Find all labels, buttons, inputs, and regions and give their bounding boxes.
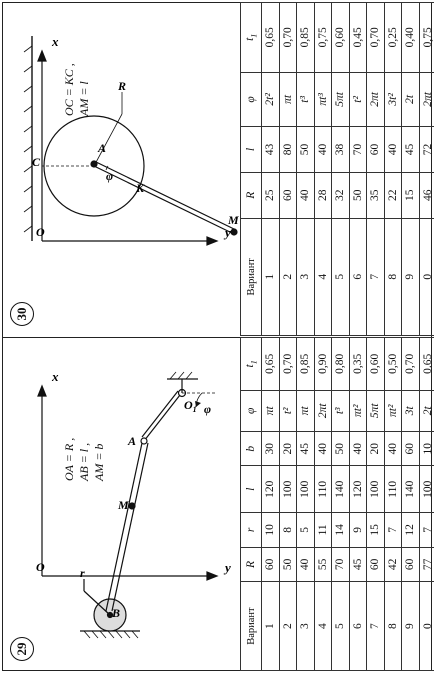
- table-cell: 72: [419, 127, 434, 173]
- rod-ab-2: [106, 443, 142, 611]
- table-cell: 38: [332, 127, 350, 173]
- table-cell: 5πt: [332, 72, 350, 127]
- table-cell: 50: [279, 547, 297, 582]
- condition-line: OC = KC ,: [62, 63, 76, 116]
- condition-line: AM = l: [77, 81, 91, 116]
- table-row: [262, 3, 280, 336]
- table-row: [384, 338, 402, 671]
- joint-a: [141, 438, 147, 444]
- table-cell: 60: [402, 431, 420, 466]
- table-header-cell: l: [241, 127, 262, 173]
- table-cell: 100: [419, 466, 434, 513]
- table-row: [349, 338, 367, 671]
- x-axis-arrow: [38, 386, 46, 396]
- table-cell: 0,60: [367, 338, 385, 391]
- rod-am-2: [94, 161, 234, 229]
- table-cell: 40: [384, 127, 402, 173]
- table-row: [367, 338, 385, 671]
- table-header-cell: R: [241, 547, 262, 582]
- table-cell: 0: [419, 218, 434, 335]
- table-cell: 40: [349, 431, 367, 466]
- label-o: O: [36, 225, 45, 239]
- table-cell: 4: [314, 582, 332, 671]
- table-cell: 0,70: [279, 338, 297, 391]
- table-row: [384, 3, 402, 336]
- table-cell: 70: [349, 127, 367, 173]
- table-row: [332, 3, 350, 336]
- table-cell: 5: [332, 218, 350, 335]
- table-row: [314, 3, 332, 336]
- table-cell: 45: [349, 547, 367, 582]
- table-cell: 140: [402, 466, 420, 513]
- label-x: x: [52, 34, 59, 49]
- table-cell: 10: [419, 431, 434, 466]
- table-header-cell: $t_1$: [241, 338, 262, 391]
- condition-line: OA = R ,: [62, 437, 76, 481]
- table-row: [332, 338, 350, 671]
- table-cell: 60: [402, 547, 420, 582]
- table-cell: 0,75: [419, 3, 434, 73]
- table-cell: 42: [384, 547, 402, 582]
- table-cell: 60: [367, 127, 385, 173]
- table-cell: 0,85: [297, 338, 315, 391]
- label-o1: [184, 398, 197, 414]
- point-a: [91, 161, 97, 167]
- problem-number-badge: 29: [10, 637, 34, 661]
- table-header-cell: $t_1$: [241, 3, 262, 73]
- table-header-row: [241, 338, 262, 671]
- problem-number-badge: 30: [10, 302, 34, 326]
- table-cell: 4: [314, 218, 332, 335]
- table-header-cell: φ: [241, 72, 262, 127]
- table-cell: 45: [297, 431, 315, 466]
- table-header-cell: R: [241, 172, 262, 218]
- table-cell: 2: [279, 218, 297, 335]
- table-header-cell: φ: [241, 390, 262, 431]
- table-cell: 45: [402, 127, 420, 173]
- condition-line: AM = b: [92, 443, 106, 481]
- conditions-30: [62, 63, 92, 116]
- table-cell: 9: [402, 218, 420, 335]
- label-m: M: [228, 213, 239, 227]
- table-cell: 0,35: [349, 338, 367, 391]
- table-cell: 0,70: [402, 338, 420, 391]
- label-phi: φ: [204, 402, 212, 416]
- table-cell: 40: [314, 431, 332, 466]
- label-c: C: [32, 155, 41, 169]
- table-cell: 7: [367, 582, 385, 671]
- table-cell: 0,90: [314, 338, 332, 391]
- point-m: [129, 503, 135, 509]
- variant-table-30: [240, 2, 434, 336]
- rod-ab-1: [112, 443, 148, 611]
- table-cell: 120: [262, 466, 280, 513]
- table-cell: 60: [279, 172, 297, 218]
- table-header-sub: 1: [249, 33, 259, 38]
- crank-oa-1: [144, 395, 180, 441]
- table-cell: 8: [384, 218, 402, 335]
- table-row: [367, 3, 385, 336]
- table-header-row: [241, 3, 262, 336]
- table-cell: 140: [332, 466, 350, 513]
- table-cell: 8: [384, 582, 402, 671]
- label-m: M: [118, 498, 129, 512]
- table-cell: 60: [262, 547, 280, 582]
- table-cell: 80: [279, 127, 297, 173]
- point-m: [231, 229, 237, 235]
- table-row: [279, 3, 297, 336]
- table-header-cell: Вариант: [241, 582, 262, 671]
- table-header-cell: b: [241, 431, 262, 466]
- table-cell: 2πt: [419, 72, 434, 127]
- table-cell: 6: [349, 582, 367, 671]
- table-row: [402, 3, 420, 336]
- table-cell: t²: [279, 390, 297, 431]
- table-cell: 2t: [402, 72, 420, 127]
- label-r: R: [118, 79, 127, 93]
- table-row: [314, 338, 332, 671]
- table-cell: 110: [384, 466, 402, 513]
- table-cell: 5πt: [367, 390, 385, 431]
- table-cell: 110: [314, 466, 332, 513]
- table-cell: πt²: [349, 390, 367, 431]
- label-o1-sub: 1: [192, 405, 197, 414]
- table-cell: 0,25: [384, 3, 402, 73]
- table-header-cell: l: [241, 466, 262, 513]
- table-cell: 2πt: [314, 390, 332, 431]
- table-cell: πt³: [314, 72, 332, 127]
- variant-table-29: [240, 337, 434, 671]
- table-cell: 50: [297, 127, 315, 173]
- table-cell: 3: [297, 218, 315, 335]
- table-cell: 46: [419, 172, 434, 218]
- table-cell: t²: [349, 72, 367, 127]
- table-row: [279, 338, 297, 671]
- table-cell: 50: [332, 431, 350, 466]
- table-cell: 0,60: [332, 3, 350, 73]
- label-a: A: [128, 434, 137, 448]
- table-cell: 9: [402, 582, 420, 671]
- table-cell: 100: [367, 466, 385, 513]
- table-cell: 3: [297, 582, 315, 671]
- table-cell: 40: [297, 172, 315, 218]
- table-cell: 35: [367, 172, 385, 218]
- table-cell: 5: [332, 582, 350, 671]
- table-cell: 0,65: [262, 3, 280, 73]
- table-header-sub: 1: [249, 360, 259, 365]
- label-a: A: [98, 141, 107, 155]
- table-cell: 11: [314, 513, 332, 548]
- label-phi: φ: [106, 169, 114, 183]
- table-cell: 0,65: [262, 338, 280, 391]
- table-cell: 7: [419, 513, 434, 548]
- table-cell: 77: [419, 547, 434, 582]
- y-axis-arrow: [207, 572, 217, 580]
- table-cell: t³: [297, 72, 315, 127]
- table-cell: 120: [349, 466, 367, 513]
- table-cell: 1: [262, 582, 280, 671]
- table-cell: 25: [262, 172, 280, 218]
- table-cell: 50: [349, 172, 367, 218]
- table-cell: 0,50: [384, 338, 402, 391]
- label-k: K: [136, 181, 145, 195]
- table-cell: 0,85: [297, 3, 315, 73]
- table-row: [297, 3, 315, 336]
- table-cell: 2t: [419, 390, 434, 431]
- label-y: y: [225, 560, 231, 575]
- table-cell: 3t: [402, 390, 420, 431]
- table-header-cell: Вариант: [241, 218, 262, 335]
- table-cell: 0,80: [332, 338, 350, 391]
- label-y: y: [225, 225, 231, 240]
- table-cell: 30: [262, 431, 280, 466]
- table-cell: 0,70: [279, 3, 297, 73]
- table-cell: 2: [279, 582, 297, 671]
- label-x: x: [52, 369, 59, 384]
- table-cell: 100: [279, 466, 297, 513]
- problem-29-panel: [2, 337, 432, 671]
- table-cell: 10: [262, 513, 280, 548]
- table-cell: 15: [367, 513, 385, 548]
- label-o: O: [36, 560, 45, 574]
- condition-line: AB = l ,: [77, 442, 91, 481]
- table-cell: 55: [314, 547, 332, 582]
- table-cell: 40: [384, 431, 402, 466]
- table-cell: 7: [367, 218, 385, 335]
- table-cell: 1: [262, 218, 280, 335]
- table-cell: 40: [297, 547, 315, 582]
- table-cell: πt²: [384, 390, 402, 431]
- problem-30-panel: [2, 2, 432, 336]
- table-cell: 0,40: [402, 3, 420, 73]
- label-r: r: [80, 566, 85, 580]
- table-cell: 0,75: [314, 3, 332, 73]
- crank-oa-2: [142, 391, 178, 437]
- conditions-29: [62, 438, 107, 481]
- table-cell: 3t²: [384, 72, 402, 127]
- table-cell: 9: [349, 513, 367, 548]
- table-row: [297, 338, 315, 671]
- table-cell: 0,45: [349, 3, 367, 73]
- table-cell: 2πt: [367, 72, 385, 127]
- table-cell: 70: [332, 547, 350, 582]
- label-o1-main: O: [184, 398, 193, 412]
- mechanism-diagram-30: [2, 2, 242, 336]
- table-cell: 12: [402, 513, 420, 548]
- table-row: [419, 3, 434, 336]
- label-b: B: [112, 606, 121, 620]
- table-cell: 22: [384, 172, 402, 218]
- radius-line: [94, 114, 122, 166]
- table-cell: 60: [367, 547, 385, 582]
- table-cell: πt: [297, 390, 315, 431]
- table-cell: t³: [332, 390, 350, 431]
- table-cell: 6: [349, 218, 367, 335]
- table-cell: 15: [402, 172, 420, 218]
- table-cell: 20: [367, 431, 385, 466]
- table-row: [349, 3, 367, 336]
- table-cell: 8: [279, 513, 297, 548]
- table-cell: 7: [384, 513, 402, 548]
- table-cell: πt: [279, 72, 297, 127]
- table-cell: 32: [332, 172, 350, 218]
- table-cell: 100: [297, 466, 315, 513]
- table-cell: 43: [262, 127, 280, 173]
- table-cell: 5: [297, 513, 315, 548]
- table-row: [262, 338, 280, 671]
- table-cell: 40: [314, 127, 332, 173]
- mechanism-diagram-29: [2, 337, 242, 671]
- table-row: [419, 338, 434, 671]
- table-cell: 0: [419, 582, 434, 671]
- table-cell: 14: [332, 513, 350, 548]
- table-cell: πt: [262, 390, 280, 431]
- table-header-cell: r: [241, 513, 262, 548]
- rod-am-1: [94, 166, 234, 234]
- table-cell: 0,70: [367, 3, 385, 73]
- table-cell: 0.65: [419, 338, 434, 391]
- table-row: [402, 338, 420, 671]
- table-cell: 20: [279, 431, 297, 466]
- table-cell: 28: [314, 172, 332, 218]
- table-cell: 2t²: [262, 72, 280, 127]
